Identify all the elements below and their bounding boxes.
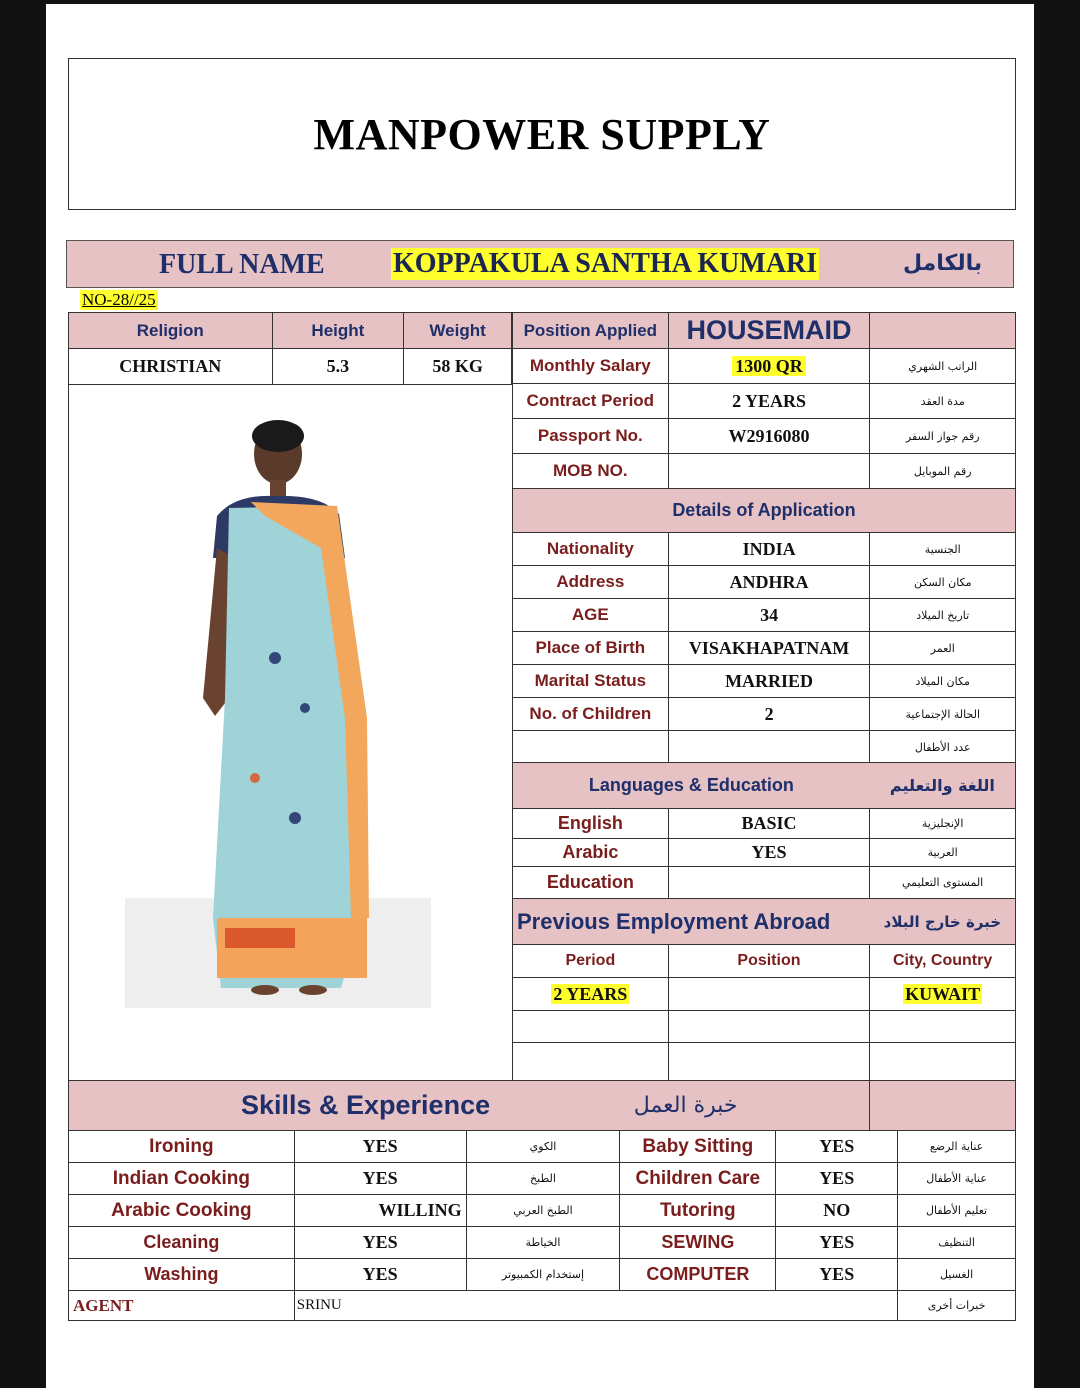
address-label: Address	[513, 566, 669, 599]
height-value: 5.3	[272, 349, 404, 385]
other-skills-arabic: خبرات أخرى	[898, 1291, 1016, 1321]
arabic-arabic: العربية	[870, 839, 1016, 867]
skills-title: Skills & Experience	[69, 1081, 503, 1131]
education-arabic: المستوى التعليمي	[870, 867, 1016, 899]
skill-computer-value: YES	[776, 1259, 898, 1291]
empty-cell	[513, 1043, 669, 1081]
marital-status-arabic: مكان الميلاد	[870, 665, 1016, 698]
skill-sewing-arabic: التنظيف	[898, 1227, 1016, 1259]
skill-ironing-value: YES	[294, 1131, 466, 1163]
skill-children-care-label: Children Care	[620, 1163, 776, 1195]
address-value: ANDHRA	[668, 566, 870, 599]
arabic-value: YES	[668, 839, 870, 867]
skill-baby-sitting-label: Baby Sitting	[620, 1131, 776, 1163]
marital-status-label: Marital Status	[513, 665, 669, 698]
photo-area	[68, 384, 512, 1080]
previous-arabic-title: خبرة خارج البلاد	[870, 899, 1016, 945]
extra-label	[513, 731, 669, 764]
skill-sewing-value: YES	[776, 1227, 898, 1259]
skill-cleaning-label: Cleaning	[69, 1227, 295, 1259]
religion-value: CHRISTIAN	[69, 349, 273, 385]
skill-children-care-arabic: عناية الأطفال	[898, 1163, 1016, 1195]
position-applied-value: HOUSEMAID	[668, 313, 870, 349]
age-arabic: تاريخ الميلاد	[870, 599, 1016, 632]
cv-page	[46, 4, 1034, 1388]
full-name-arabic: بالكامل	[903, 251, 983, 276]
skill-washing-value: YES	[294, 1259, 466, 1291]
empty-cell	[513, 1011, 669, 1043]
age-label: AGE	[513, 599, 669, 632]
full-name-label: FULL NAME	[159, 249, 325, 280]
skill-children-care-value: YES	[776, 1163, 898, 1195]
children-value: 2	[668, 698, 870, 731]
languages-arabic-title: اللغة والتعليم	[870, 763, 1016, 809]
period-value: 2 YEARS	[553, 983, 628, 1004]
monthly-salary-label: Monthly Salary	[513, 349, 669, 384]
previous-title: Previous Employment Abroad	[513, 899, 870, 945]
english-label: English	[513, 809, 669, 839]
weight-value: 58 KG	[404, 349, 512, 385]
weight-header: Weight	[404, 313, 512, 349]
religion-header: Religion	[69, 313, 273, 349]
english-arabic: الإنجليزية	[870, 809, 1016, 839]
education-value	[668, 867, 870, 899]
basic-info-table	[68, 312, 512, 385]
skill-cleaning-value: YES	[294, 1227, 466, 1259]
place-of-birth-label: Place of Birth	[513, 632, 669, 665]
skills-table	[68, 1130, 1016, 1321]
skill-baby-sitting-arabic: عناية الرضع	[898, 1131, 1016, 1163]
city-country-value: KUWAIT	[905, 983, 981, 1004]
empty-cell	[668, 1011, 870, 1043]
position-applied-arabic-cell	[870, 313, 1016, 349]
monthly-salary-value: 1300 QR	[732, 356, 806, 376]
candidate-photo	[125, 398, 431, 1008]
mob-no-value	[668, 454, 870, 489]
mob-no-arabic: رقم الموبايل	[870, 454, 1016, 489]
skill-computer-arabic: الغسيل	[898, 1259, 1016, 1291]
skill-washing-label: Washing	[69, 1259, 295, 1291]
monthly-salary-arabic: الراتب الشهري	[870, 349, 1016, 384]
skill-ironing-arabic: الكوي	[466, 1131, 620, 1163]
place-of-birth-value: VISAKHAPATNAM	[668, 632, 870, 665]
position-value	[668, 978, 870, 1011]
skill-cleaning-arabic: الخياطة	[466, 1227, 620, 1259]
skill-washing-arabic: إستخدام الكمبيوتر	[466, 1259, 620, 1291]
previous-employment-table	[512, 898, 1016, 1081]
passport-no-arabic: رقم جواز السفر	[870, 419, 1016, 454]
contract-period-value: 2 YEARS	[668, 384, 870, 419]
skill-indian-cooking-value: YES	[294, 1163, 466, 1195]
height-header: Height	[272, 313, 404, 349]
skill-tutoring-label: Tutoring	[620, 1195, 776, 1227]
skills-title-table	[68, 1080, 1016, 1131]
contract-period-label: Contract Period	[513, 384, 669, 419]
city-country-header: City, Country	[870, 945, 1016, 978]
children-arabic: الحالة الإجتماعية	[870, 698, 1016, 731]
skills-title-empty	[870, 1081, 1016, 1131]
details-title: Details of Application	[513, 489, 1016, 533]
period-header: Period	[513, 945, 669, 978]
english-value: BASIC	[668, 809, 870, 839]
full-name-value: KOPPAKULA SANTHA KUMARI	[393, 248, 818, 279]
skill-computer-label: COMPUTER	[620, 1259, 776, 1291]
empty-cell	[870, 1043, 1016, 1081]
mob-no-label: MOB NO.	[513, 454, 669, 489]
contract-table	[512, 312, 1016, 489]
passport-no-label: Passport No.	[513, 419, 669, 454]
details-table	[512, 488, 1016, 764]
nationality-value: INDIA	[668, 533, 870, 566]
skill-indian-cooking-arabic: الطبخ	[466, 1163, 620, 1195]
nationality-label: Nationality	[513, 533, 669, 566]
address-arabic: مكان السكن	[870, 566, 1016, 599]
education-label: Education	[513, 867, 669, 899]
agent-value: SRINU	[294, 1291, 897, 1321]
full-name-bar	[66, 240, 1014, 288]
nationality-arabic: الجنسية	[870, 533, 1016, 566]
arabic-label: Arabic	[513, 839, 669, 867]
skill-arabic-cooking-value: WILLING	[294, 1195, 466, 1227]
place-of-birth-arabic: العمر	[870, 632, 1016, 665]
empty-cell	[870, 1011, 1016, 1043]
position-header: Position	[668, 945, 870, 978]
skill-ironing-label: Ironing	[69, 1131, 295, 1163]
languages-title: Languages & Education	[513, 763, 870, 809]
position-applied-label: Position Applied	[513, 313, 669, 349]
marital-status-value: MARRIED	[668, 665, 870, 698]
skill-tutoring-arabic: تعليم الأطفال	[898, 1195, 1016, 1227]
skill-indian-cooking-label: Indian Cooking	[69, 1163, 295, 1195]
agent-label: AGENT	[69, 1291, 295, 1321]
skill-tutoring-value: NO	[776, 1195, 898, 1227]
extra-value	[668, 731, 870, 764]
extra-arabic: عدد الأطفال	[870, 731, 1016, 764]
age-value: 34	[668, 599, 870, 632]
skill-sewing-label: SEWING	[620, 1227, 776, 1259]
children-label: No. of Children	[513, 698, 669, 731]
contract-period-arabic: مدة العقد	[870, 384, 1016, 419]
page-title: MANPOWER SUPPLY	[313, 109, 771, 159]
skill-arabic-cooking-arabic: الطبخ العربي	[466, 1195, 620, 1227]
languages-table	[512, 762, 1016, 899]
skills-arabic-title: خبرة العمل	[502, 1081, 870, 1131]
empty-cell	[668, 1043, 870, 1081]
skill-arabic-cooking-label: Arabic Cooking	[69, 1195, 295, 1227]
header-box	[68, 58, 1016, 210]
passport-no-value: W2916080	[668, 419, 870, 454]
reference-number: NO-28//25	[82, 290, 156, 309]
skill-baby-sitting-value: YES	[776, 1131, 898, 1163]
